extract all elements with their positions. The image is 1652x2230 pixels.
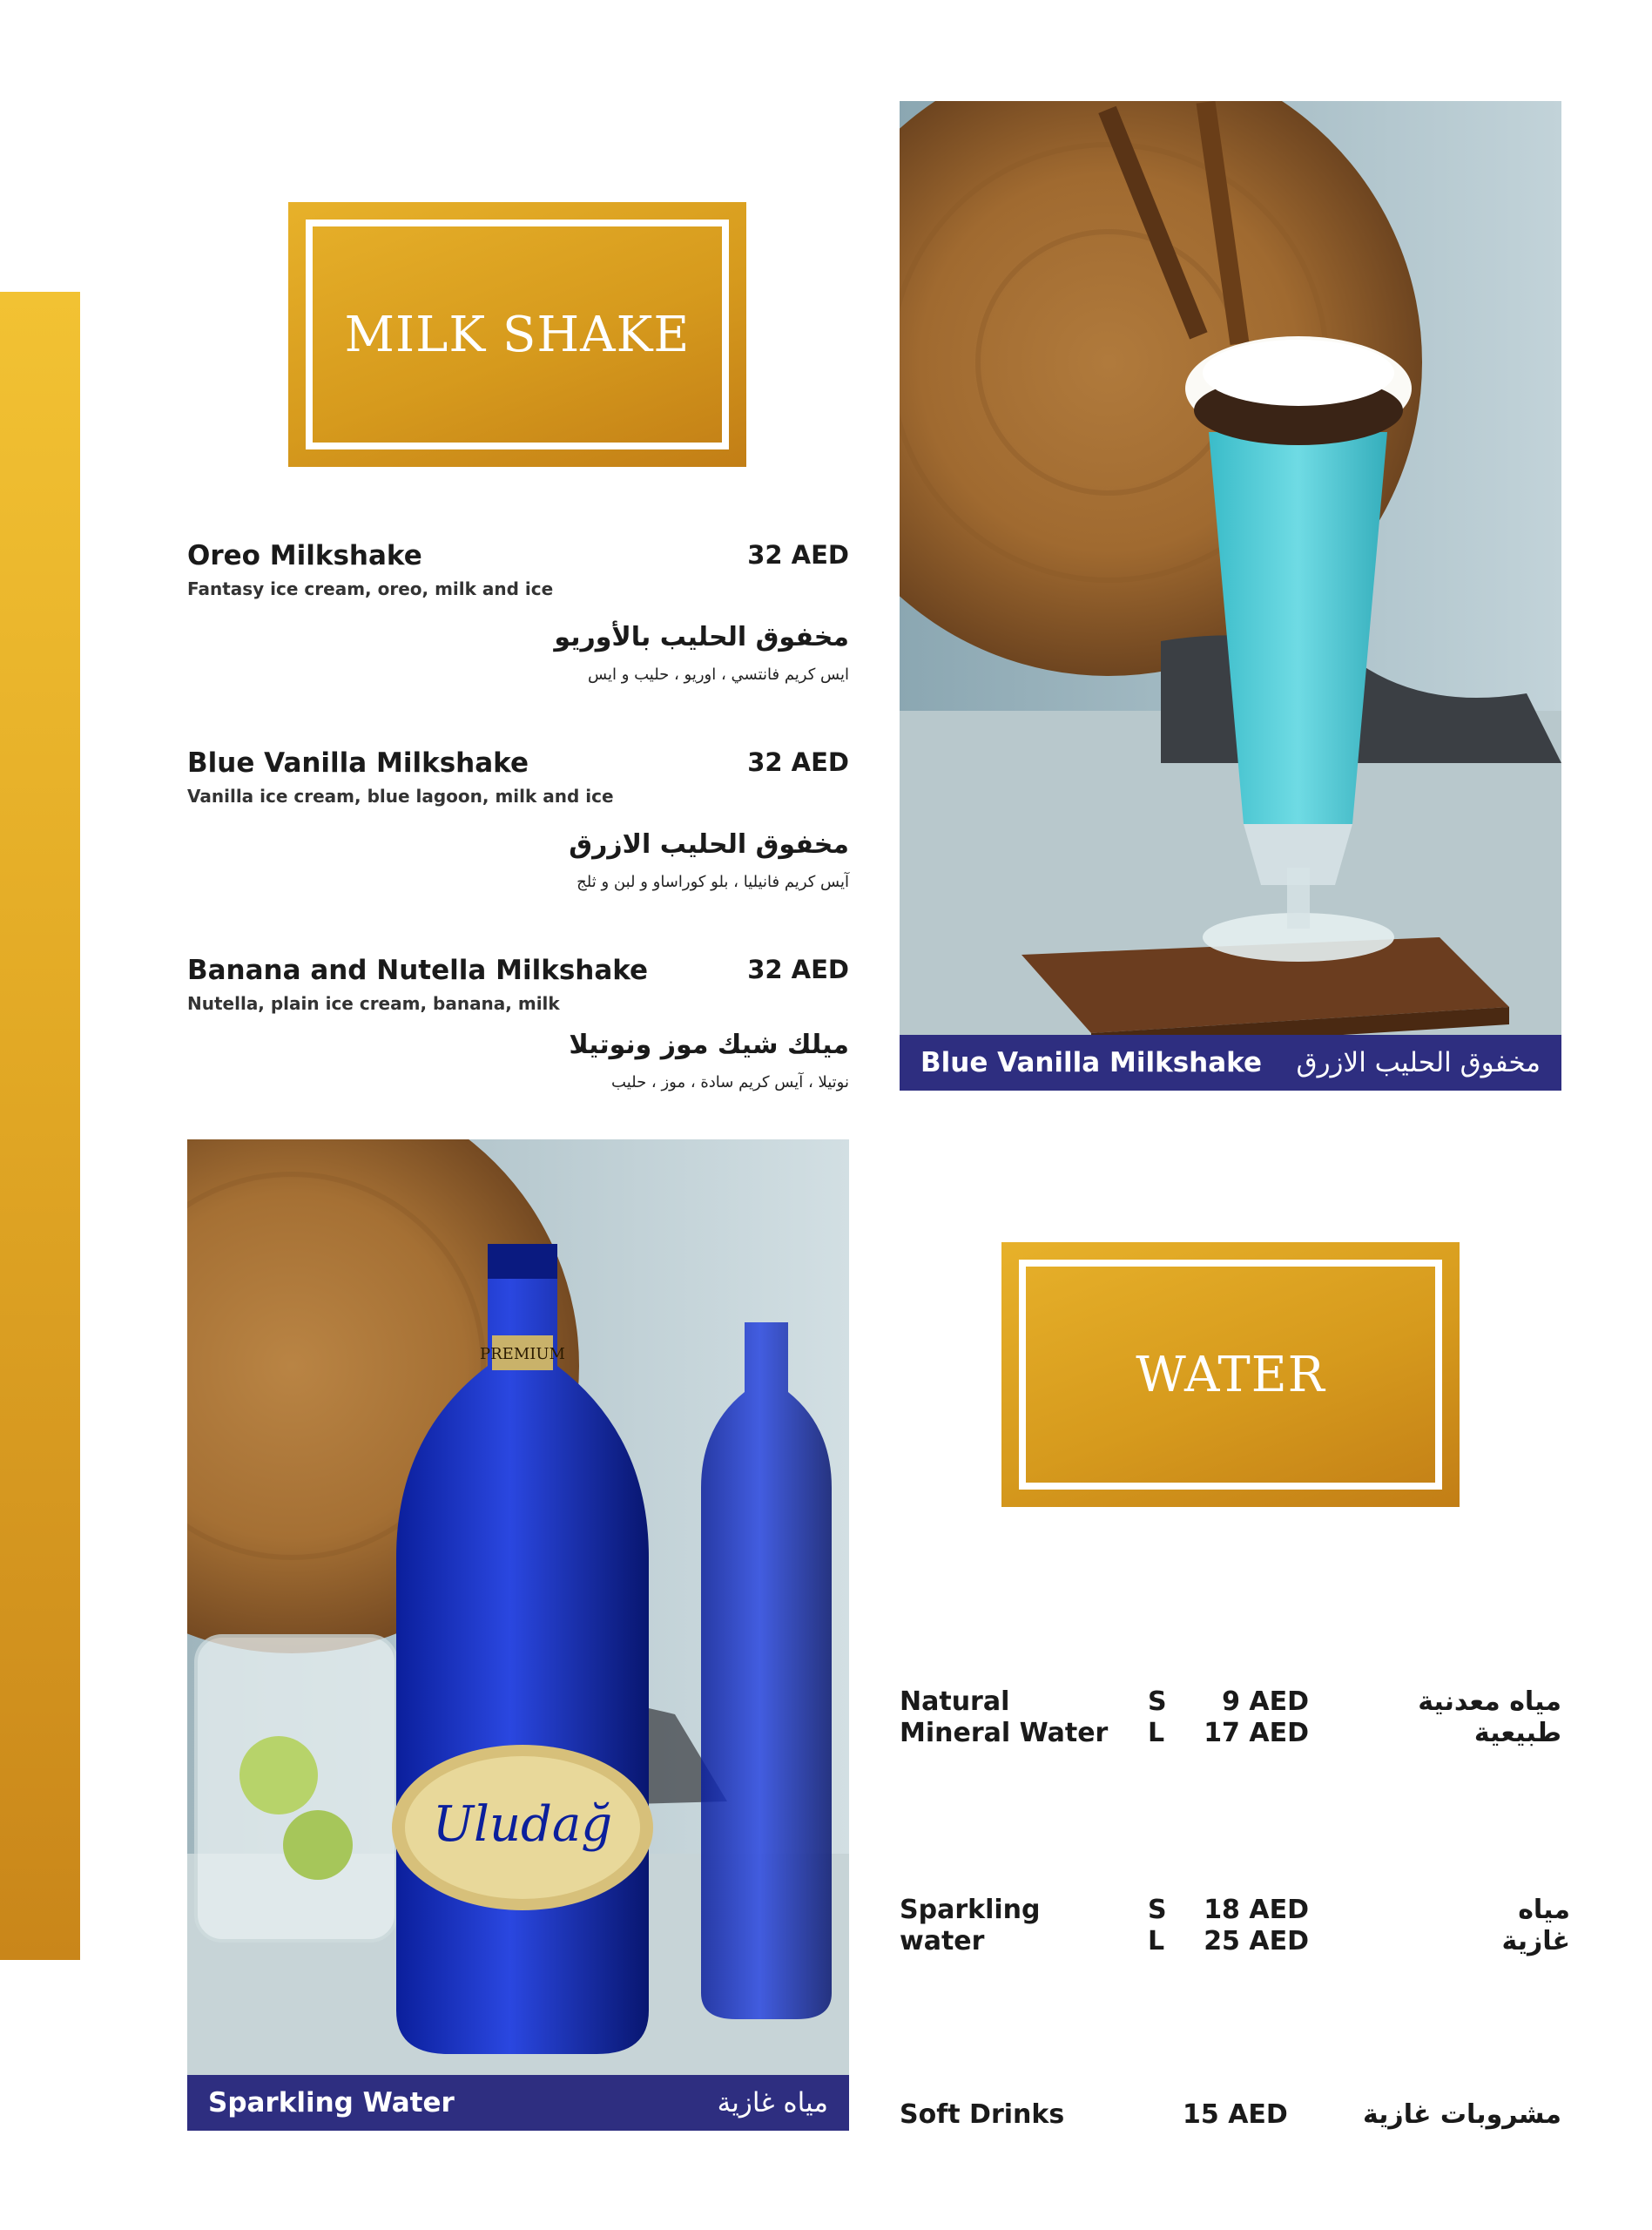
water-title-box: [1001, 1242, 1460, 1507]
item-name: Blue Vanilla Milkshake: [187, 747, 529, 779]
row-size-small: S: [1148, 1895, 1167, 1925]
milkshake-photo: [900, 101, 1561, 1091]
milkshake-illustration: [900, 101, 1561, 1091]
row-name-line2: water: [900, 1926, 985, 1956]
water-caption: [187, 2075, 849, 2131]
item-price: 32 AED: [747, 540, 849, 570]
row-price: 15 AED: [1183, 2099, 1288, 2130]
row-ar-line1: مياه معدنية: [1418, 1686, 1561, 1717]
item-ar-name: ميلك شيك موز ونوتيلا: [569, 1030, 849, 1060]
row-size-large: L: [1148, 1926, 1165, 1956]
water-row-soft-drinks: [900, 2099, 1579, 2143]
row-name: Soft Drinks: [900, 2099, 1065, 2130]
item-ar-name: مخفوق الحليب الازرق: [569, 829, 849, 860]
milkshake-title-box: [288, 202, 746, 467]
row-price-large: 17 AED: [1204, 1718, 1309, 1748]
water-photo: [187, 1139, 849, 2131]
menu-item-banana-nutella: [187, 955, 849, 1120]
gold-side-bar: [0, 292, 80, 1960]
water-row-sparkling: [900, 1895, 1579, 1973]
bottle-neck-text: PREMIUM: [480, 1345, 565, 1363]
caption-en: Sparkling Water: [208, 2087, 455, 2118]
bottle-label-text: Uludağ: [432, 1796, 613, 1853]
item-name: Oreo Milkshake: [187, 540, 422, 571]
water-row-natural: [900, 1686, 1579, 1765]
row-ar-line2: طبيعية: [1473, 1718, 1561, 1748]
water-illustration: [187, 1139, 849, 2131]
row-price-large: 25 AED: [1204, 1926, 1309, 1956]
row-name-line1: Natural: [900, 1686, 1010, 1717]
item-desc: Vanilla ice cream, blue lagoon, milk and ice: [187, 786, 614, 807]
menu-item-oreo: [187, 540, 849, 697]
menu-item-blue-vanilla: [187, 747, 849, 904]
row-name-line1: Sparkling: [900, 1895, 1041, 1925]
item-ar-desc: نوتيلا ، آيس كريم سادة ، موز ، حليب: [611, 1073, 849, 1091]
row-size-large: L: [1148, 1718, 1165, 1748]
item-ar-desc: آيس كريم فانيليا ، بلو كوراساو و لبن و ثلج: [577, 873, 849, 891]
row-ar: مشروبات غازية: [1362, 2099, 1561, 2130]
milkshake-caption: [900, 1035, 1561, 1091]
item-price: 32 AED: [747, 955, 849, 984]
row-size-small: S: [1148, 1686, 1167, 1717]
milkshake-title: MILK SHAKE: [344, 306, 691, 363]
item-desc: Nutella, plain ice cream, banana, milk: [187, 993, 560, 1014]
item-ar-name: مخفوق الحليب بالأوريو: [554, 622, 849, 652]
row-price-small: 9 AED: [1222, 1686, 1309, 1717]
row-ar-line2: غازية: [1501, 1926, 1570, 1956]
row-ar-line1: مياه: [1518, 1895, 1570, 1925]
row-price-small: 18 AED: [1204, 1895, 1309, 1925]
item-price: 32 AED: [747, 747, 849, 777]
item-name: Banana and Nutella Milkshake: [187, 955, 649, 986]
row-name-line2: Mineral Water: [900, 1718, 1109, 1748]
item-desc: Fantasy ice cream, oreo, milk and ice: [187, 578, 554, 599]
caption-ar: مياه غازية: [717, 2087, 828, 2118]
caption-ar: مخفوق الحليب الازرق: [1296, 1047, 1541, 1078]
caption-en: Blue Vanilla Milkshake: [920, 1047, 1262, 1078]
item-ar-desc: ايس كريم فانتسي ، اوريو ، حليب و ايس: [588, 666, 849, 684]
water-title: WATER: [1136, 1346, 1325, 1403]
